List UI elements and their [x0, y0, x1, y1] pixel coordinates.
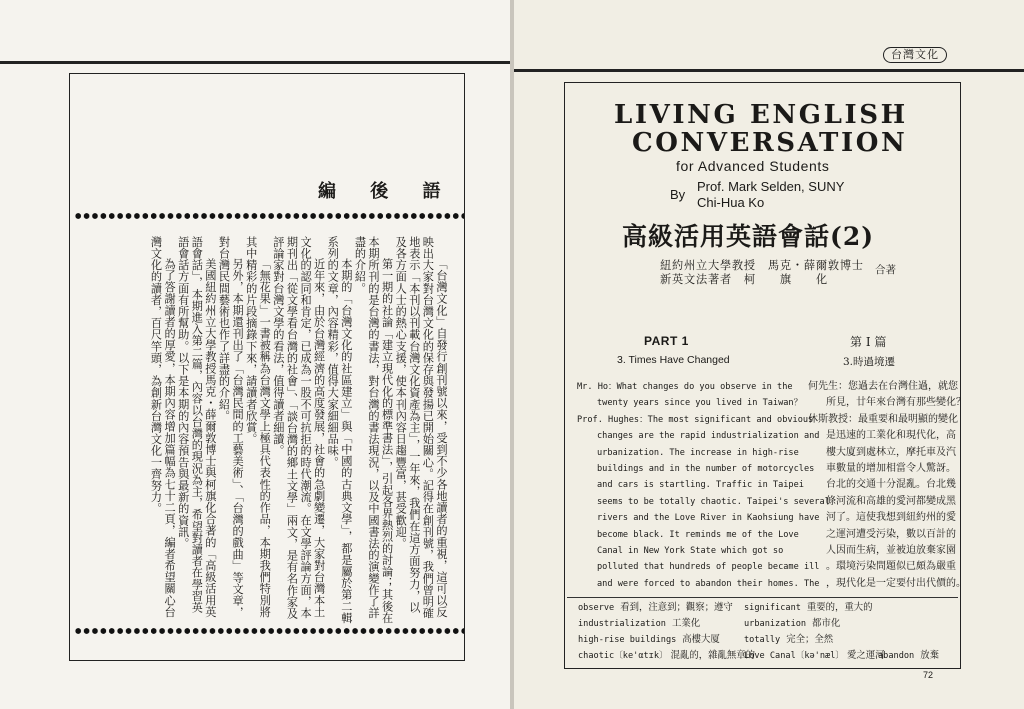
credit-line-1: 紐約州立大學教授 馬克・薛爾敦博士 — [660, 259, 864, 272]
dialogue-line: 是迅速的工業化和現代化，高 — [826, 430, 956, 442]
dialogue-english — [577, 379, 830, 592]
dialogue-line: and were forced to abandon their homes. The — [597, 578, 820, 589]
vocab-item: significant 重要的，重大的 — [744, 602, 873, 613]
dialogue-line: 條河流和高雄的愛河都變成黑 — [826, 495, 956, 507]
editorial-paragraph: 為了答謝讀者的厚愛，本期內容增加篇幅為七十二頁，編者希望關心台灣文化的讀者，百尺竿頭，為創新台灣文化一齊努力。 — [149, 236, 177, 618]
title-line-1: LIVING ENGLISH — [614, 100, 908, 130]
section-heading-cn: 3.時過境遷 — [843, 356, 896, 368]
magazine-header-label: 台灣文化 — [883, 47, 947, 63]
title-line-2: CONVERSATION — [632, 128, 908, 158]
dialogue-line: rivers and the Love River in Kaohsiung have — [597, 513, 820, 524]
vocab-divider — [567, 597, 958, 598]
left-top-rule — [0, 61, 510, 64]
top-dotted-divider — [74, 212, 464, 220]
dialogue-line: seems to be totally chaotic. Taipei's several — [597, 496, 830, 507]
dialogue-line: twenty years since you lived in Taiwan？ — [597, 398, 803, 409]
dialogue-line: 台北的交通十分混亂。台北幾 — [826, 479, 956, 491]
editorial-paragraph: 美國紐約州立大學教授馬克・薛爾敦博士與柯旗化合著的「高級活用英語會話」，本期進入第二篇，內容以台灣的現況為主，希望對讀者在學習英語會話方面有所幫助。以下是本期的內容預告與最新的資訊。 — [176, 236, 217, 618]
dialogue-line: buildings and in the number of motorcycles — [597, 464, 815, 475]
dialogue-line: and cars is startling. Traffic in Taipei — [597, 480, 804, 491]
editorial-paragraph: 「無花果」一書被稱為台灣文學上極具代表性的作品，本期我們特別將其中精彩的片段摘錄下來，請讀者欣賞。 — [244, 236, 272, 618]
vocab-item: industrialization 工業化 — [578, 618, 701, 629]
editorial-paragraph: 本期的「台灣文化的社區建立」與「中國的古典文學」，都是屬於第二輯系列的文章，內容精彩，值得大家細細品味。 — [326, 236, 353, 624]
left-page — [0, 0, 510, 709]
section-heading-en: 3. Times Have Changed — [617, 354, 730, 366]
part-heading-en: PART 1 — [644, 334, 689, 348]
right-top-rule — [514, 69, 1024, 72]
dialogue-line: Canal in New York State which got so — [597, 546, 784, 557]
editorial-paragraph: 另外，本期還刊出了「台灣民間的工藝美術」、「台灣的戲曲」等文章，對台灣民間藝術也作了詳盡的介紹。 — [217, 236, 245, 619]
dialogue-line: become black. It reminds me of the Love — [597, 529, 799, 540]
vocab-item: high-rise buildings 高樓大厦 — [578, 634, 720, 645]
dialogue-line: 休斯教授：最重要和最明顯的變化 — [808, 413, 958, 425]
dialogue-line: 所見，廿年來台灣有那些變化？ — [826, 397, 966, 409]
subtitle: for Advanced Students — [676, 158, 830, 174]
dialogue-line: 。環境污染問題似已頗為嚴重 — [826, 561, 956, 573]
vocab-item: abandon 放棄 — [878, 650, 939, 661]
dialogue-line: 樓大廈到處林立，摩托車及汽 — [826, 446, 956, 458]
editorial-paragraph: 第一期的社論「建立現代化的標準書法」，引起各界熱烈的討論；其後在本期所刊的是台灣的書法，對台灣的書法現況，以及中國書法的演變作了詳盡的介紹。 — [353, 236, 394, 624]
dialogue-chinese — [808, 379, 966, 592]
credit-suffix: 合著 — [875, 264, 896, 276]
dialogue-line: Prof. Hughes：The most significant and obvious — [577, 414, 814, 425]
dialogue-line: 河了。這使我想到紐約州的愛 — [826, 512, 956, 524]
dialogue-line: 車數量的增加相當令人驚訝。 — [826, 463, 956, 475]
vocab-item: totally 完全；全然 — [744, 634, 834, 645]
vocab-item: chaotic〔ke'αtɪk〕 混亂的，雜亂無章的 — [578, 650, 755, 661]
vocab-item: observe 看到，注意到；觀察；遵守 — [578, 602, 733, 613]
credit-line-2: 新英文法著者 柯 旗 化 — [660, 273, 828, 286]
vocab-item: urbanization 都市化 — [744, 618, 841, 629]
author-2: Chi-Hua Ko — [697, 195, 765, 210]
dialogue-line: changes are the rapid industrialization and — [597, 431, 820, 442]
page-number: 72 — [923, 670, 934, 680]
bottom-dotted-divider — [74, 627, 464, 635]
dialogue-line: polluted that hundreds of people became ill — [597, 562, 820, 573]
chinese-title: 高級活用英語會話(2) — [622, 222, 875, 251]
vocab-item: Love Canal〔kə'næl〕 愛之運河 — [744, 650, 885, 661]
editorial-paragraph: 近年來，由於台灣經濟的高度發展，社會的急劇變遷，大家對台灣本土文化的認同和肯定，已成為一股不可抗拒的時代潮流。在文學評論方面，本期刊出「從文學看台灣的社會」、「談台灣的鄉土文學」兩文，是有名作家及評論家對台灣文學的看法，值得讀者細讀。 — [271, 236, 326, 620]
dialogue-line: Mr. Ho：What changes do you observe in the — [577, 382, 793, 392]
dialogue-line: urbanization. The increase in high-rise — [597, 447, 799, 458]
dialogue-line: 人因而生病，並被迫放棄家園 — [826, 545, 956, 557]
dialogue-line: 何先生：您過去在台灣住過，就您 — [808, 381, 958, 392]
dialogue-line: 之運河遭受污染，數以百計的 — [826, 528, 956, 540]
editorial-title: 編 後 語 — [318, 181, 455, 202]
editorial-paragraph: 「台灣文化」自發行創刊號以來，受到不少各地讀者的重視，這可以反映出大家對台灣文化的保存與發揚已開始關心。記得在創刊號，我們曾明確地表示「本刊以刊載台灣文化資產為主」，一年來，我們在這方面努力，以及各方面人士的熱心支援，使本刊內容日趨豐富，甚受歡迎。 — [394, 236, 448, 619]
by-label: By — [670, 187, 686, 202]
author-1: Prof. Mark Selden, SUNY — [697, 179, 845, 194]
dialogue-line: ，現代化是一定要付出代價的。 — [826, 577, 966, 589]
editorial-body — [88, 236, 448, 624]
part-heading-cn: 第 I 篇 — [850, 335, 887, 349]
